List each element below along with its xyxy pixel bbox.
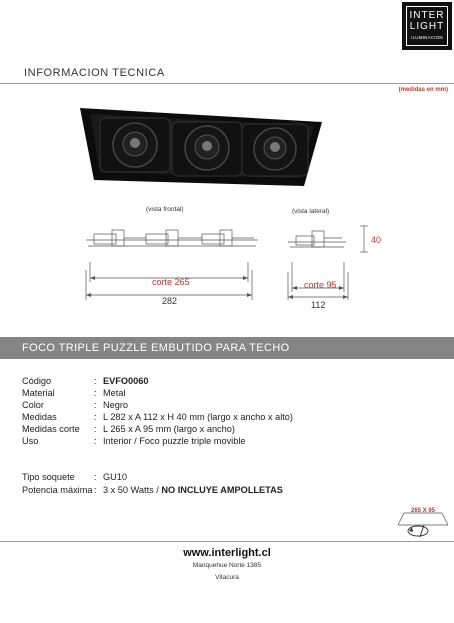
footer-website-link[interactable]: www.interlight.cl — [183, 547, 271, 559]
spec-separator: : — [94, 388, 97, 398]
units-note: (medidas en mm) — [398, 87, 448, 93]
spec-label: Medidas corte — [22, 424, 80, 434]
footer-divider — [0, 541, 454, 542]
front-view-drawing — [84, 226, 260, 252]
brand-line-3: ILUMINACION — [411, 35, 443, 40]
cut-size-label: 265 X 95 — [410, 508, 436, 514]
product-code: EVFO0060 — [103, 376, 149, 386]
spec-separator: : — [94, 472, 97, 482]
spec-separator: : — [94, 485, 97, 495]
spec-separator: : — [94, 424, 97, 434]
product-title: FOCO TRIPLE PUZZLE EMBUTIDO PARA TECHO — [22, 342, 290, 354]
brand-line-1: INTER — [409, 10, 445, 21]
spec-label: Uso — [22, 436, 39, 446]
height-dimension-line — [358, 224, 370, 254]
side-view-label: (vista lateral) — [292, 208, 330, 215]
spec-label: Tipo soquete — [22, 472, 75, 482]
spec-value: L 282 x A 112 x H 40 mm (largo x ancho x alto) — [103, 412, 293, 422]
spec-label: Material — [22, 388, 55, 398]
cut-length-dimension: corte 265 — [152, 277, 190, 287]
footer-address-line-2: Vitacura — [215, 574, 239, 581]
spec-separator: : — [94, 412, 97, 422]
height-dimension: 40 — [371, 235, 382, 245]
brand-line-2: LIGHT — [409, 21, 445, 32]
side-view-drawing — [286, 228, 352, 252]
spec-value: Negro — [103, 400, 129, 410]
total-width-dimension: 112 — [311, 300, 326, 310]
total-length-dimension: 282 — [162, 296, 178, 306]
spec-label: Potencia máxima — [22, 485, 93, 495]
spec-value: GU10 — [103, 472, 128, 482]
spec-label: Medidas — [22, 412, 57, 422]
spec-label: Color — [22, 400, 44, 410]
front-view-label: (vista frontal) — [146, 206, 184, 213]
spec-value: Interior / Foco puzzle triple movible — [103, 436, 246, 446]
spec-value: Metal — [103, 388, 126, 398]
lamp-2 — [172, 122, 242, 176]
brand-logo — [402, 2, 452, 50]
cut-width-dimension: corte 95 — [304, 280, 337, 290]
section-title: INFORMACION TECNICA — [24, 67, 165, 79]
product-image — [76, 104, 326, 190]
brand-logo-frame — [406, 6, 448, 46]
footer-address-line-1: Manquehue Norte 1385 — [192, 562, 262, 569]
lamp-3 — [242, 124, 308, 176]
cut-size-icon — [398, 505, 448, 541]
power-note: NO INCLUYE AMPOLLETAS — [161, 485, 283, 495]
spec-separator: : — [94, 376, 97, 386]
spec-value — [103, 376, 148, 386]
power-value: 3 x 50 Watts / — [103, 485, 162, 495]
spec-value — [103, 485, 283, 495]
spec-value: L 265 x A 95 mm (largo x ancho) — [103, 424, 235, 434]
spec-separator: : — [94, 400, 97, 410]
lamp-1 — [100, 118, 170, 172]
spec-separator: : — [94, 436, 97, 446]
product-title-band — [0, 337, 454, 359]
spec-label: Código — [22, 376, 52, 386]
section-divider — [0, 83, 454, 84]
